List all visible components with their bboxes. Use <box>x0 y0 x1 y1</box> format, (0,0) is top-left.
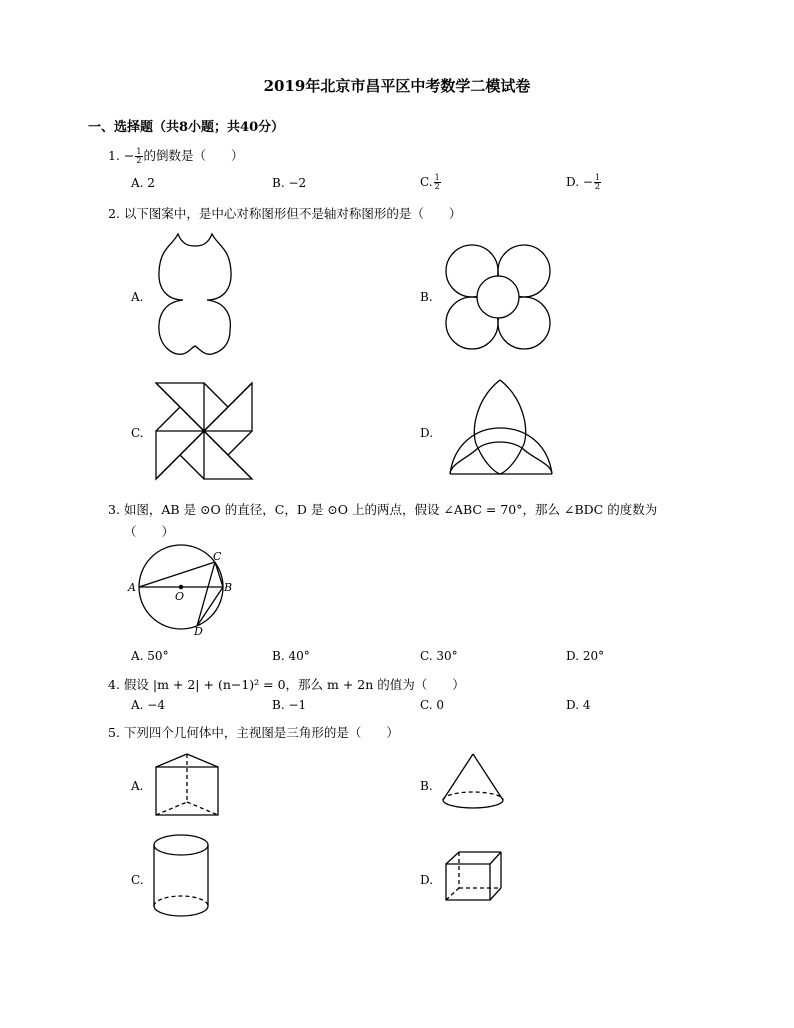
fraction-denominator: 2 <box>594 182 600 191</box>
question-5-text: 5. 下列四个几何体中，主视图是三角形的是（ ） <box>108 725 399 740</box>
question-1 <box>108 146 244 165</box>
q5-option-a-label[interactable]: A. <box>131 779 144 793</box>
q1-option-b[interactable]: B. −2 <box>272 176 307 190</box>
triquetra-arcs-figure[interactable] <box>448 378 556 478</box>
fraction-denominator: 2 <box>136 156 142 165</box>
q2-option-a-label[interactable]: A. <box>131 290 144 304</box>
question-3-text: 3. 如图，AB 是 ⊙O 的直径，C，D 是 ⊙O 上的两点，假设 ∠ABC = 70°，那么 ∠BDC 的度数为 <box>108 502 658 517</box>
cylinder-figure[interactable] <box>150 832 212 922</box>
flower-circles-figure[interactable] <box>445 244 551 350</box>
point-b-label: B <box>224 581 233 594</box>
cone-figure[interactable] <box>440 752 506 820</box>
q3-option-b[interactable]: B. 40° <box>272 649 310 663</box>
q2-option-c-label[interactable]: C. <box>131 426 144 440</box>
cube-figure[interactable] <box>443 850 505 904</box>
page-title: 2019年北京市昌平区中考数学二模试卷 <box>263 77 531 95</box>
q4-option-b[interactable]: B. −1 <box>272 698 307 712</box>
pinwheel-figure[interactable] <box>155 382 255 482</box>
triangular-prism-figure[interactable] <box>153 752 221 818</box>
fraction-denominator: 2 <box>434 182 440 191</box>
q4-option-c[interactable]: C. 0 <box>420 698 445 712</box>
q4-option-a[interactable]: A. −4 <box>131 698 165 712</box>
point-a-label: A <box>128 581 136 594</box>
q1-option-c[interactable] <box>420 174 442 191</box>
question-1-minus: − <box>123 148 135 163</box>
q5-option-b-label[interactable]: B. <box>420 779 433 793</box>
q3-option-d[interactable]: D. 20° <box>566 649 605 663</box>
question-1-number: 1. <box>108 148 120 163</box>
point-c-label: C <box>213 550 222 563</box>
fraction-numerator: 1 <box>594 173 600 182</box>
q1-option-d[interactable] <box>566 174 602 191</box>
question-4-text: 4. 假设 |m + 2| + (n−1)² = 0，那么 m + 2n 的值为（ ） <box>108 677 465 692</box>
fraction-numerator: 1 <box>434 173 440 182</box>
q1-option-d-label: D. − <box>566 175 593 189</box>
question-2-text: 2. 以下图案中，是中心对称图形但不是轴对称图形的是（ ） <box>108 206 462 221</box>
point-o-label: O <box>175 590 185 603</box>
section-heading: 一、选择题（共8小题；共40分） <box>88 120 285 135</box>
q4-option-d[interactable]: D. 4 <box>566 698 591 712</box>
q1-option-a[interactable]: A. 2 <box>131 176 155 190</box>
q1-option-c-label: C. <box>420 175 433 189</box>
question-3-text-continued: （ ） <box>124 524 175 539</box>
q1-option-c-fraction <box>434 174 441 191</box>
q1-option-d-fraction <box>594 174 601 191</box>
q5-option-d-label[interactable]: D. <box>420 873 434 887</box>
q5-option-c-label[interactable]: C. <box>131 873 144 887</box>
q2-option-b-label[interactable]: B. <box>420 290 433 304</box>
question-1-fraction <box>135 148 142 165</box>
q2-option-d-label[interactable]: D. <box>420 426 434 440</box>
q3-option-a[interactable]: A. 50° <box>131 649 169 663</box>
question-1-text: 的倒数是（ ） <box>143 148 244 163</box>
circle-diameter-figure[interactable] <box>126 546 236 638</box>
gourd-figure[interactable] <box>150 234 240 358</box>
q3-option-c[interactable]: C. 30° <box>420 649 458 663</box>
point-d-label: D <box>194 625 203 638</box>
fraction-numerator: 1 <box>136 147 142 156</box>
